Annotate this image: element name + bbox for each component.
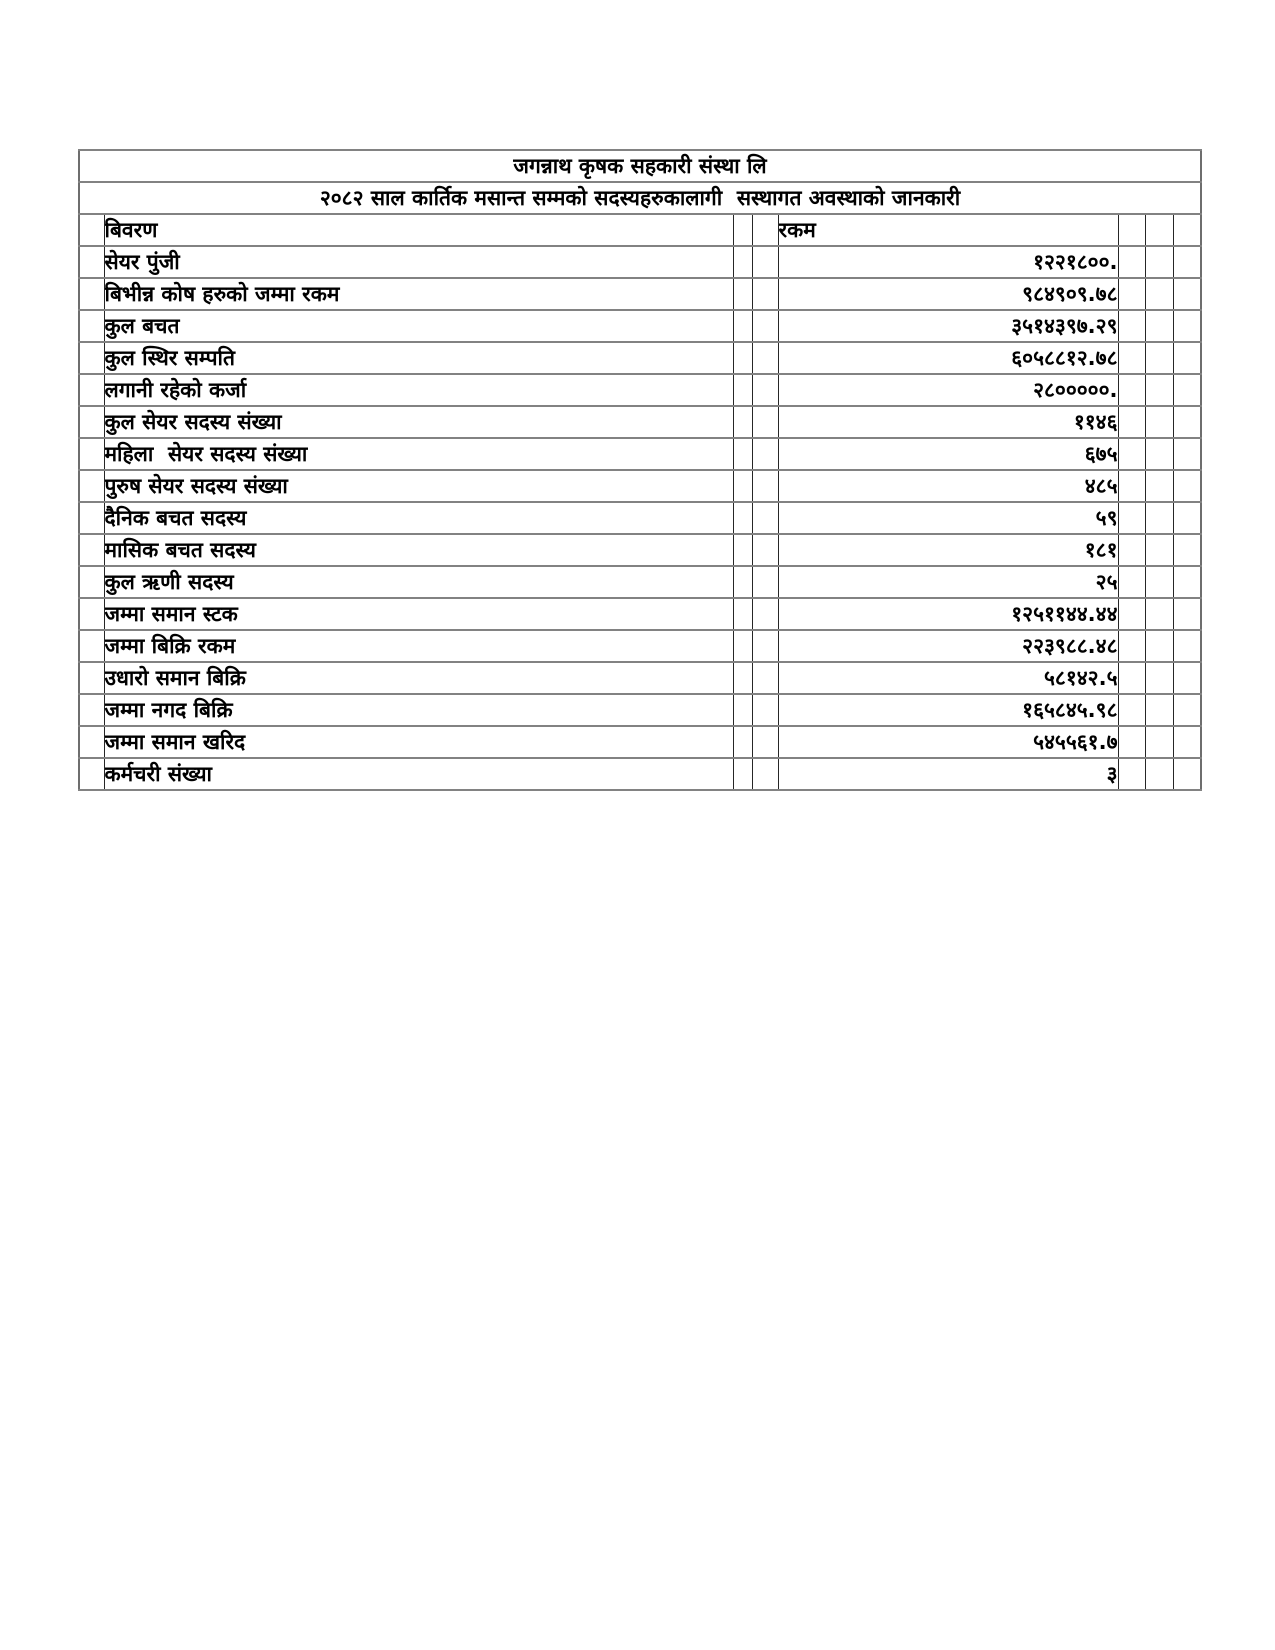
row-value: ५४५५६१.७ xyxy=(778,726,1118,758)
row-spacer-cell xyxy=(1118,470,1145,502)
row-spacer-cell xyxy=(733,374,752,406)
row-spacer-cell xyxy=(752,598,778,630)
row-spacer-cell xyxy=(1173,310,1201,342)
table-row xyxy=(79,598,1201,630)
row-spacer-cell xyxy=(1145,630,1173,662)
row-value: १८१ xyxy=(778,534,1118,566)
row-spacer-cell xyxy=(1145,246,1173,278)
column-header-description: बिवरण xyxy=(104,214,733,246)
row-spacer-cell xyxy=(79,758,104,790)
header-spacer-cell xyxy=(79,214,104,246)
row-spacer-cell xyxy=(1173,374,1201,406)
row-spacer-cell xyxy=(1118,374,1145,406)
row-spacer-cell xyxy=(752,726,778,758)
table-row xyxy=(79,438,1201,470)
row-spacer-cell xyxy=(1145,470,1173,502)
row-spacer-cell xyxy=(1145,374,1173,406)
row-value: ६०५८८१२.७८ xyxy=(778,342,1118,374)
row-label: कुल ऋणी सदस्य xyxy=(104,566,733,598)
row-spacer-cell xyxy=(79,342,104,374)
row-spacer-cell xyxy=(79,502,104,534)
document-title: जगन्नाथ कृषक सहकारी संस्था लि xyxy=(79,150,1201,182)
row-spacer-cell xyxy=(733,598,752,630)
row-spacer-cell xyxy=(1145,662,1173,694)
row-label: जम्मा नगद बिक्रि xyxy=(104,694,733,726)
row-spacer-cell xyxy=(1118,502,1145,534)
row-spacer-cell xyxy=(752,310,778,342)
table-row xyxy=(79,374,1201,406)
row-spacer-cell xyxy=(733,310,752,342)
row-spacer-cell xyxy=(1145,534,1173,566)
row-spacer-cell xyxy=(79,630,104,662)
row-value: ५९ xyxy=(778,502,1118,534)
row-value: १२५११४४.४४ xyxy=(778,598,1118,630)
row-spacer-cell xyxy=(1173,534,1201,566)
table-row xyxy=(79,534,1201,566)
row-label: पुरुष सेयर सदस्य संख्या xyxy=(104,470,733,502)
row-spacer-cell xyxy=(752,534,778,566)
row-spacer-cell xyxy=(733,246,752,278)
row-spacer-cell xyxy=(733,758,752,790)
financial-summary-table xyxy=(78,149,1202,791)
row-spacer-cell xyxy=(1173,438,1201,470)
row-spacer-cell xyxy=(79,534,104,566)
row-spacer-cell xyxy=(733,470,752,502)
row-spacer-cell xyxy=(733,342,752,374)
row-spacer-cell xyxy=(1118,662,1145,694)
row-value: ५८१४२.५ xyxy=(778,662,1118,694)
row-spacer-cell xyxy=(1173,278,1201,310)
row-spacer-cell xyxy=(1118,310,1145,342)
row-spacer-cell xyxy=(752,662,778,694)
row-spacer-cell xyxy=(733,534,752,566)
row-spacer-cell xyxy=(733,630,752,662)
row-spacer-cell xyxy=(79,310,104,342)
row-spacer-cell xyxy=(1145,598,1173,630)
row-spacer-cell xyxy=(1145,566,1173,598)
row-spacer-cell xyxy=(752,406,778,438)
row-spacer-cell xyxy=(1173,246,1201,278)
row-spacer-cell xyxy=(752,278,778,310)
row-label: जम्मा बिक्रि रकम xyxy=(104,630,733,662)
row-spacer-cell xyxy=(1173,470,1201,502)
row-spacer-cell xyxy=(1173,694,1201,726)
row-spacer-cell xyxy=(733,694,752,726)
row-spacer-cell xyxy=(1173,662,1201,694)
row-spacer-cell xyxy=(733,406,752,438)
row-spacer-cell xyxy=(1145,310,1173,342)
row-spacer-cell xyxy=(79,438,104,470)
header-spacer-cell xyxy=(1173,214,1201,246)
row-value: २५ xyxy=(778,566,1118,598)
header-spacer-cell xyxy=(1118,214,1145,246)
row-spacer-cell xyxy=(1118,758,1145,790)
row-spacer-cell xyxy=(79,662,104,694)
table-row xyxy=(79,310,1201,342)
column-header-amount: रकम xyxy=(778,214,1118,246)
row-spacer-cell xyxy=(1118,598,1145,630)
row-label: कुल सेयर सदस्य संख्या xyxy=(104,406,733,438)
table-body xyxy=(79,246,1201,790)
header-spacer-cell xyxy=(1145,214,1173,246)
row-label: दैनिक बचत सदस्य xyxy=(104,502,733,534)
table-row xyxy=(79,502,1201,534)
row-value: ६७५ xyxy=(778,438,1118,470)
row-label: कुल बचत xyxy=(104,310,733,342)
row-spacer-cell xyxy=(79,598,104,630)
row-label: सेयर पुंजी xyxy=(104,246,733,278)
row-spacer-cell xyxy=(752,342,778,374)
row-label: लगानी रहेको कर्जा xyxy=(104,374,733,406)
row-spacer-cell xyxy=(79,278,104,310)
row-spacer-cell xyxy=(1118,246,1145,278)
row-label: जम्मा समान स्टक xyxy=(104,598,733,630)
row-spacer-cell xyxy=(1118,694,1145,726)
table-row xyxy=(79,406,1201,438)
table-row xyxy=(79,726,1201,758)
row-value: १६५८४५.९८ xyxy=(778,694,1118,726)
header-spacer-cell xyxy=(752,214,778,246)
row-spacer-cell xyxy=(752,758,778,790)
row-spacer-cell xyxy=(733,566,752,598)
row-spacer-cell xyxy=(79,246,104,278)
row-label: मासिक बचत सदस्य xyxy=(104,534,733,566)
header-spacer-cell xyxy=(733,214,752,246)
row-value: १२२१८००. xyxy=(778,246,1118,278)
row-spacer-cell xyxy=(733,662,752,694)
table-row xyxy=(79,694,1201,726)
row-spacer-cell xyxy=(1173,598,1201,630)
row-spacer-cell xyxy=(1118,630,1145,662)
row-spacer-cell xyxy=(1173,502,1201,534)
row-value: ९८४९०९.७८ xyxy=(778,278,1118,310)
row-spacer-cell xyxy=(79,470,104,502)
row-label: उधारो समान बिक्रि xyxy=(104,662,733,694)
row-spacer-cell xyxy=(1145,502,1173,534)
row-spacer-cell xyxy=(1173,566,1201,598)
row-spacer-cell xyxy=(79,566,104,598)
row-spacer-cell xyxy=(752,374,778,406)
row-spacer-cell xyxy=(1118,406,1145,438)
row-value: ४८५ xyxy=(778,470,1118,502)
table-row xyxy=(79,278,1201,310)
row-value: ३ xyxy=(778,758,1118,790)
row-spacer-cell xyxy=(752,438,778,470)
table-row xyxy=(79,630,1201,662)
row-spacer-cell xyxy=(752,630,778,662)
row-spacer-cell xyxy=(1145,342,1173,374)
table-row xyxy=(79,566,1201,598)
row-spacer-cell xyxy=(733,502,752,534)
row-label: महिला सेयर सदस्य संख्या xyxy=(104,438,733,470)
row-spacer-cell xyxy=(1173,758,1201,790)
row-spacer-cell xyxy=(1145,438,1173,470)
row-spacer-cell xyxy=(1145,694,1173,726)
table-row xyxy=(79,758,1201,790)
row-value: ११४६ xyxy=(778,406,1118,438)
row-value: ३५१४३९७.२९ xyxy=(778,310,1118,342)
title-row xyxy=(79,150,1201,182)
row-spacer-cell xyxy=(79,726,104,758)
row-spacer-cell xyxy=(752,502,778,534)
row-spacer-cell xyxy=(1118,534,1145,566)
row-spacer-cell xyxy=(1173,630,1201,662)
row-label: जम्मा समान खरिद xyxy=(104,726,733,758)
subtitle-row xyxy=(79,182,1201,214)
header-row xyxy=(79,214,1201,246)
row-label: बिभीन्न कोष हरुको जम्मा रकम xyxy=(104,278,733,310)
row-spacer-cell xyxy=(1118,278,1145,310)
row-spacer-cell xyxy=(752,566,778,598)
row-spacer-cell xyxy=(1118,438,1145,470)
row-spacer-cell xyxy=(733,278,752,310)
row-spacer-cell xyxy=(1118,726,1145,758)
row-spacer-cell xyxy=(79,406,104,438)
row-spacer-cell xyxy=(79,694,104,726)
row-spacer-cell xyxy=(79,374,104,406)
table-row xyxy=(79,470,1201,502)
row-spacer-cell xyxy=(1173,726,1201,758)
row-spacer-cell xyxy=(1173,342,1201,374)
row-spacer-cell xyxy=(752,246,778,278)
row-spacer-cell xyxy=(1145,406,1173,438)
row-spacer-cell xyxy=(1173,406,1201,438)
row-spacer-cell xyxy=(733,726,752,758)
row-spacer-cell xyxy=(1145,278,1173,310)
table-row xyxy=(79,342,1201,374)
row-spacer-cell xyxy=(1145,758,1173,790)
document-subtitle: २०८२ साल कार्तिक मसान्त सम्मको सदस्यहरुकालागी सस्थागत अवस्थाको जानकारी xyxy=(79,182,1201,214)
row-spacer-cell xyxy=(1145,726,1173,758)
row-label: कर्मचरी संख्या xyxy=(104,758,733,790)
table-row xyxy=(79,246,1201,278)
row-label: कुल स्थिर सम्पति xyxy=(104,342,733,374)
row-spacer-cell xyxy=(752,694,778,726)
row-value: २२३९८८.४८ xyxy=(778,630,1118,662)
table-row xyxy=(79,662,1201,694)
row-spacer-cell xyxy=(752,470,778,502)
row-value: २८०००००. xyxy=(778,374,1118,406)
row-spacer-cell xyxy=(1118,566,1145,598)
row-spacer-cell xyxy=(733,438,752,470)
row-spacer-cell xyxy=(1118,342,1145,374)
